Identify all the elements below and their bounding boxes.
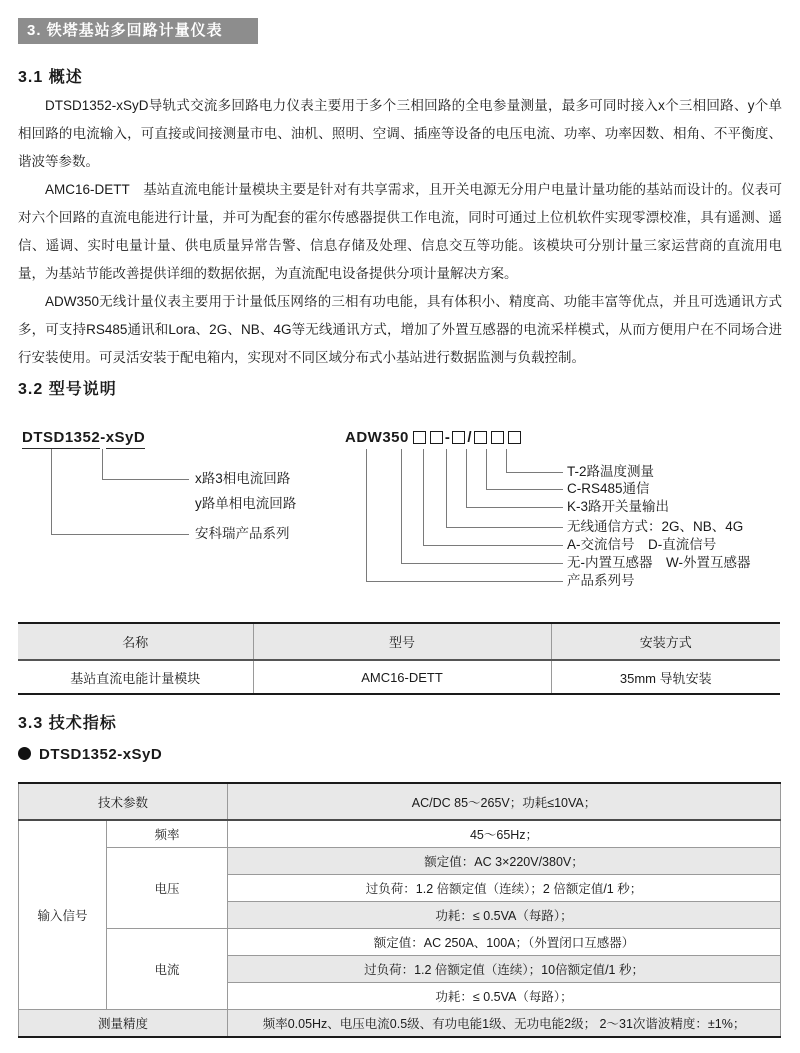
connector-line <box>486 489 563 490</box>
bullet-circle-icon <box>18 747 31 760</box>
adw-label-rs485: C-RS485通信 <box>567 481 650 496</box>
model-option-box <box>508 431 521 444</box>
paragraph-adw350: ADW350无线计量仪表主要用于计量低压网络的三相有功电能，具有体积小、精度高、功能丰富等优点，并且可选通讯方式多，可支持RS485通讯和Lora、2G、NB、4G等无线通讯方式，增加了外置互感器的电流采样模式，从而方便用户在不同场合进行安装使用。可灵活安装于配电箱内，实现对不同区域分布式小基站进行数据监测与负载控制。 <box>18 294 782 365</box>
product-table-header-row <box>18 623 780 660</box>
specs-bullet-item <box>18 746 162 764</box>
connector-line <box>401 449 402 563</box>
dtsd-code-suffix: xSyD <box>106 429 146 449</box>
cell-voltage-label: 电压 <box>107 847 228 928</box>
connector-line <box>401 563 563 564</box>
connector-line <box>423 449 424 545</box>
col-header-name: 名称 <box>18 623 253 660</box>
specs-bullet-label: DTSD1352-xSyD <box>39 746 163 763</box>
spec-table <box>18 782 781 1038</box>
connector-line <box>102 449 103 480</box>
adw-label-transformer: 无-内置互感器 W-外置互感器 <box>567 555 751 570</box>
cell-current-power: 功耗：≤ 0.5VA（每路）； <box>228 982 781 1009</box>
table-row <box>19 820 781 847</box>
cell-tech-param-value: AC/DC 85～265V；功耗≤10VA； <box>228 783 781 820</box>
model-option-box <box>474 431 487 444</box>
section-title-bar: 3. 铁塔基站多回路计量仪表 <box>18 18 258 44</box>
connector-line <box>466 449 467 507</box>
specs-heading: 3.3 技术指标 <box>18 715 117 732</box>
cell-accuracy-label: 测量精度 <box>19 1009 228 1037</box>
col-header-mounting: 安装方式 <box>551 623 780 660</box>
cell-accuracy-value: 频率0.05Hz、电压电流0.5级、有功电能1级、无功电能2级； 2～31次谐波精度：±1%； <box>228 1009 781 1037</box>
connector-line <box>51 449 52 534</box>
cell-voltage-rated: 额定值：AC 3×220V/380V； <box>228 847 781 874</box>
adw-label-wireless: 无线通信方式：2G、NB、4G <box>567 519 744 534</box>
connector-line <box>506 472 563 473</box>
cell-current-rated: 额定值：AC 250A、100A；（外置闭口互感器） <box>228 928 781 955</box>
cell-frequency-label: 频率 <box>107 820 228 847</box>
table-row <box>19 1009 781 1037</box>
adw-label-switch-output: K-3路开关量输出 <box>567 499 670 514</box>
connector-line <box>366 581 563 582</box>
paragraph-dtsd1352: DTSD1352-xSyD导轨式交流多回路电力仪表主要用于多个三相回路的全电参量测量，最多可同时接入x个三相回路、y个单相回路的电流输入，可直接或间接测量市电、油机、照明、空调、插座等设备的电压电流、功率、功率因数、相角、不平衡度、谐波等参数。 <box>18 98 782 169</box>
adw-label-signal-type: A-交流信号 D-直流信号 <box>567 537 717 552</box>
connector-line <box>102 479 189 480</box>
connector-line <box>466 507 563 508</box>
dtsd-label-x-circuits: x路3相电流回路 <box>195 471 291 486</box>
dtsd-label-series: 安科瑞产品系列 <box>195 526 290 541</box>
connector-line <box>366 449 367 581</box>
col-header-model: 型号 <box>253 623 551 660</box>
cell-tech-param-label: 技术参数 <box>19 783 228 820</box>
table-row <box>18 660 780 694</box>
adw-label-temperature: T-2路温度测量 <box>567 464 655 479</box>
cell-frequency-value: 45～65Hz； <box>228 820 781 847</box>
cell-input-signal-label: 输入信号 <box>19 820 107 1009</box>
adw-label-series: 产品系列号 <box>567 573 635 588</box>
product-table <box>18 622 780 695</box>
connector-line <box>506 449 507 472</box>
cell-current-label: 电流 <box>107 928 228 1009</box>
model-option-box <box>430 431 443 444</box>
dtsd-code-main: DTSD1352 <box>22 429 100 449</box>
adw-slash: / <box>467 429 473 446</box>
table-row <box>19 928 781 955</box>
connector-line <box>486 449 487 489</box>
table-row <box>19 847 781 874</box>
cell-current-overload: 过负荷：1.2 倍额定值（连续）；10倍额定值/1 秒； <box>228 955 781 982</box>
cell-product-model: AMC16-DETT <box>253 660 551 694</box>
adw-model-code <box>345 429 521 446</box>
overview-paragraphs <box>18 92 782 372</box>
cell-product-mounting: 35mm 导轨安装 <box>551 660 780 694</box>
model-option-box <box>491 431 504 444</box>
cell-product-name: 基站直流电能计量模块 <box>18 660 253 694</box>
connector-line <box>51 534 189 535</box>
dtsd-code-sep: - <box>100 429 106 446</box>
model-option-box <box>413 431 426 444</box>
model-diagram <box>0 425 800 620</box>
connector-line <box>446 449 447 527</box>
model-heading: 3.2 型号说明 <box>18 381 117 398</box>
cell-voltage-power: 功耗：≤ 0.5VA（每路）； <box>228 901 781 928</box>
adw-dash: - <box>444 429 451 446</box>
overview-heading: 3.1 概述 <box>18 69 83 86</box>
adw-code: ADW350 <box>345 429 409 446</box>
table-row <box>19 783 781 820</box>
cell-voltage-overload: 过负荷：1.2 倍额定值（连续）；2 倍额定值/1 秒； <box>228 874 781 901</box>
dtsd-model-code <box>22 429 145 446</box>
dtsd-label-y-circuits: y路单相电流回路 <box>195 496 297 511</box>
connector-line <box>423 545 563 546</box>
connector-line <box>446 527 563 528</box>
model-option-box <box>452 431 465 444</box>
paragraph-amc16: AMC16-DETT 基站直流电能计量模块主要是针对有共享需求，且开关电源无分用户电量计量功能的基站而设计的。仪表可对六个回路的直流电能进行计量，并可为配套的霍尔传感器提供工作电流，同时可通过上位机软件实现零漂校准，具有遥测、遥信、遥调、实时电量计量、供电质量异常告警、信息存储及处理、信息交互等功能。该模块可分别计量三家运营商的直流用电量，为基站节能改善提供详细的数据依据，为直流配电设备提供分项计量解决方案。 <box>18 182 782 281</box>
